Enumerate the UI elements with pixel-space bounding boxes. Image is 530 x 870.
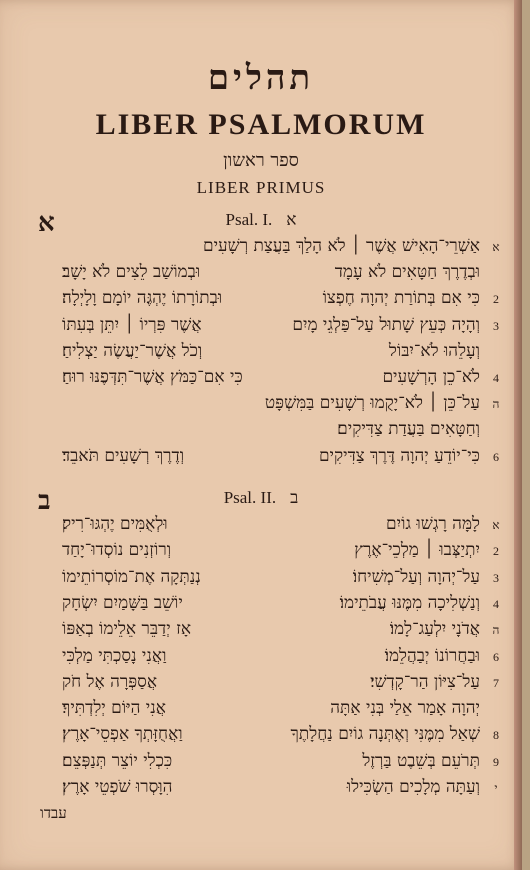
verse-line — [62, 236, 480, 262]
verse-line — [62, 514, 480, 540]
verse-first-half: עַל־צִיּוֹן הַר־קָדְשִׁי׃ — [370, 671, 480, 692]
verse-line — [62, 446, 480, 472]
psalm-heading — [0, 488, 522, 508]
verse-line — [62, 315, 480, 341]
psalm-heading — [0, 210, 522, 230]
verse-first-half: וּבַחֲרוֹנוֹ יְבַהֲלֵמוֹ׃ — [384, 645, 480, 666]
verse-number: א — [492, 240, 500, 254]
catchword: עבדו — [40, 804, 67, 822]
verse-number: א — [492, 518, 500, 532]
verse-number: י — [494, 781, 498, 795]
verse-line — [62, 777, 480, 803]
verse-second-half: כִּי אִם־כַּמֹּץ אֲשֶׁר־תִּדְּפֶנּוּ רוּחַ׃ — [62, 367, 243, 387]
verse-second-half: וּלְאֻמִּים יֶהְגּוּ־רִיק׃ — [62, 514, 168, 534]
verse-second-half: אָז יְדַבֵּר אֵלֵימוֹ בְאַפּוֹ — [62, 619, 192, 640]
verse-second-half: וְכֹל אֲשֶׁר־יַעֲשֶׂה יַצְלִיחַ׃ — [62, 340, 203, 361]
verse-line — [62, 646, 480, 672]
verse-line — [62, 698, 480, 724]
verse-first-half: לָמָּה רָגְשׁוּ גוֹיִם — [386, 514, 480, 534]
hebrew-book-title: ספר ראשון — [223, 150, 299, 171]
verse-first-half: יִתְיַצְּבוּ ׀ מַלְכֵי־אֶרֶץ — [354, 540, 480, 561]
verse-line — [62, 367, 480, 393]
verse-second-half: וְדֶרֶךְ רְשָׁעִים תֹּאבֵד׃ — [62, 445, 185, 466]
verse-second-half: כִּכְלִי יוֹצֵר תְּנַפְּצֵם׃ — [62, 750, 173, 771]
verse-second-half: וַאֲחֻזָּתְךָ אַפְסֵי־אָרֶץ׃ — [62, 724, 183, 745]
verse-second-half: וְרוֹזְנִים נוֹסְדוּ־יָחַד — [62, 540, 172, 561]
verse-text: עַל־כֵּן ׀ לֹא־יָקֻמוּ רְשָׁעִים בַּמִּשְׁפָּט — [264, 393, 480, 414]
verse-first-half: כִּי אִם בְּתוֹרַת יְהוָה חֶפְצוֹ — [322, 288, 480, 309]
verse-first-half: עַל־יְהוָה וְעַל־מְשִׁיחוֹ׃ — [352, 566, 480, 587]
latin-book-title: LIBER PRIMUS — [196, 178, 326, 197]
verse-first-half: וְהָיָה כְּעֵץ שָׁתוּל עַל־פַּלְגֵי מָיִם — [292, 314, 480, 335]
verse-line — [62, 751, 480, 777]
chapter-mark: ב — [38, 486, 51, 516]
verse-first-half: אֲדֹנָי יִלְעַג־לָמוֹ׃ — [389, 619, 480, 640]
verse-number: 7 — [493, 675, 499, 690]
verse-second-half: וּבְמוֹשַׁב לֵצִים לֹא יָשָׁב׃ — [62, 262, 201, 283]
chapter-mark: א — [38, 208, 55, 238]
psalm-label: Psal. I. — [225, 210, 273, 229]
psalm-hebrew-number: א — [286, 210, 297, 230]
verse-line — [62, 341, 480, 367]
verse-number: 3 — [493, 318, 499, 333]
verse-number: 3 — [493, 570, 499, 585]
latin-title: LIBER PSALMORUM — [95, 108, 427, 141]
verse-line — [62, 419, 480, 445]
hebrew-title: תהלים — [207, 58, 315, 98]
verse-number: 2 — [493, 292, 499, 307]
verse-number: 4 — [493, 596, 499, 611]
verse-line — [62, 619, 480, 645]
verse-number: 6 — [493, 649, 499, 664]
verse-text: וְחַטָּאִים בַּעֲדַת צַדִּיקִים׃ — [337, 419, 480, 440]
verse-first-half: וְנַשְׁלִיכָה מִמֶּנּוּ עֲבֹתֵימוֹ׃ — [339, 592, 480, 613]
verse-line — [62, 567, 480, 593]
verse-second-half: אֲנִי הַיּוֹם יְלִדְתִּיךָ׃ — [62, 698, 166, 719]
verse-number: ה — [492, 623, 500, 638]
verse-second-half: וַאֲנִי נָסַכְתִּי מַלְכִּי — [62, 645, 167, 666]
verse-line — [62, 393, 480, 419]
verse-line — [62, 288, 480, 314]
verse-first-half: וּבְדֶרֶךְ חַטָּאִים לֹא עָמָד — [334, 262, 480, 283]
verse-first-half: כִּי־יוֹדֵעַ יְהוָה דֶּרֶךְ צַדִּיקִים — [318, 445, 480, 466]
verse-line — [62, 672, 480, 698]
verse-first-half: יְהוָה אָמַר אֵלַי בְּנִי אַתָּה — [330, 698, 480, 719]
verse-first-half: לֹא־כֵן הָרְשָׁעִים — [382, 367, 480, 387]
verse-number: 9 — [493, 754, 499, 769]
verse-second-half: נְנַתְּקָה אֶת־מוֹסְרוֹתֵימוֹ — [62, 566, 201, 587]
psalm-hebrew-number: ב — [290, 488, 299, 508]
verse-line — [62, 540, 480, 566]
verse-first-half: וְעָלֵהוּ לֹא־יִבּוֹל — [388, 340, 480, 361]
verse-text: אַשְׁרֵי־הָאִישׁ אֲשֶׁר ׀ לֹא הָלַךְ בַּעֲצַת רְשָׁעִים — [202, 236, 480, 256]
verse-number: 8 — [493, 728, 499, 743]
verse-number: ה — [492, 397, 500, 412]
verse-second-half: יוֹשֵׁב בַּשָּׁמַיִם יִשְׂחָק — [62, 592, 183, 613]
verse-number: 2 — [493, 544, 499, 559]
verse-second-half: אֲסַפְּרָה אֶל חֹק — [62, 671, 158, 692]
verse-first-half: וְעַתָּה מְלָכִים הַשְׂכִּילוּ — [346, 777, 480, 797]
verse-number: 4 — [493, 371, 499, 385]
verse-line — [62, 724, 480, 750]
verse-first-half: תְּרֹעֵם בְּשֵׁבֶט בַּרְזֶל — [362, 750, 480, 771]
verse-line — [62, 262, 480, 288]
verse-second-half: הִוָּסְרוּ שֹׁפְטֵי אָרֶץ׃ — [62, 777, 173, 797]
psalm-label: Psal. II. — [223, 488, 277, 507]
verse-first-half: שְׁאַל מִמֶּנִּי וְאֶתְּנָה גוֹיִם נַחֲלָתֶךָ — [290, 724, 480, 745]
verse-number: 6 — [493, 449, 499, 464]
verse-second-half: וּבְתוֹרָתוֹ יֶהְגֶּה יוֹמָם וָלָיְלָה׃ — [62, 288, 223, 309]
verse-line — [62, 593, 480, 619]
verse-second-half: אֲשֶׁר פִּרְיוֹ ׀ יִתֵּן בְּעִתּוֹ — [62, 314, 202, 335]
